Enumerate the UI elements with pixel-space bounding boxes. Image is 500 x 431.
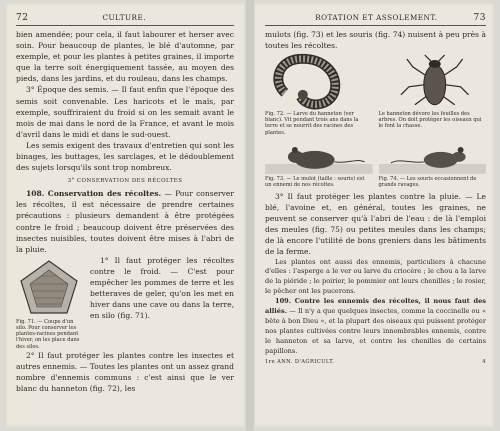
footer-sheet-number: 4 <box>482 358 486 365</box>
right-paragraph-2: 3° Il faut protéger les plantes contre la pluie. — Le blé, l'avoine et, en général, toutes les graines, ne peuvent se conserver qu'à l'abri de l'eau : de là l'emploi des meules (fig. 75) ou petites meules dans les champs; de là encore l'utilité de bons greniers dans les bâtiments de la ferme. <box>265 191 486 257</box>
right-footer <box>265 357 486 365</box>
left-paragraph-3: Les semis exigent des travaux d'entretien qui sont les binages, les buttages, les sarclages, et le dédoublement des sujets lorsqu'ils sont trop nombreux. <box>16 140 234 173</box>
mouse-image <box>379 138 487 176</box>
right-page-number: 73 <box>473 13 486 23</box>
figure-74 <box>379 138 487 188</box>
article-109-text: — Il n'y a que quelques insectes, comme la coccinelle ou « bête à bon Dieu », et la plupart des oiseaux qui puissent protéger nos plantes cultivées contre leurs innombrables ennemis, contre le hanneton et sa larve, et contre les chenilles de certains papillons. <box>265 307 486 355</box>
left-paragraph-6: 2° Il faut protéger les plantes contre les insectes et autres ennemis. — Toutes les plantes ont un assez grand nombre d'ennemis communs : c'est ainsi que le ver blanc du hanneton (fig. 72), les <box>16 350 234 394</box>
footer-signature: 1re ANN. D'AGRICULT. <box>265 358 335 365</box>
right-paragraph-1: mulots (fig. 73) et les souris (fig. 74) nuisent à peu près à toutes les récoltes. <box>265 30 486 51</box>
left-running-title: CULTURE. <box>102 13 146 22</box>
right-paragraph-4 <box>265 297 486 356</box>
field-mouse-image <box>265 138 373 176</box>
figure-72-caption: Fig. 72. — Larve du hanneton (ver blanc). Vit pendant trois ans dans la terre et se nourrit des racines des plantes. <box>265 110 359 136</box>
right-paragraph-3: Les plantes ont aussi des ennemis, particuliers à chacune d'elles : l'asperge a le ver ou larve du criocère ; le chou a la larve de la piéride ; le poirier, le pommier ont leurs chenilles ; le rosier, le pêcher ont les pucerons. <box>265 257 486 296</box>
article-108-heading: 108. Conservation des récoltes. <box>26 189 162 199</box>
left-running-head <box>16 13 234 23</box>
section-title: 3° CONSERVATION DES RÉCOLTES <box>67 178 183 185</box>
figure-73-caption: Fig. 73. — Le mulot (taille : souris) est un ennemi de nos récoltes. <box>265 175 365 188</box>
figure-73 <box>265 138 373 188</box>
figure-74-caption: Fig. 74. — Les souris occasionnent de grands ravages. <box>378 175 477 188</box>
left-paragraph-1: bien amendée; pour cela, il faut labourer et herser avec soin. Pour beaucoup de plantes, le blé d'automne, par exemple, et pour les plantes à petites graines, il importe que la terre soit énergiquement tassée, au moyen des pieds, dans les jardins, et du rouleau, dans les champs. <box>16 30 234 84</box>
book-gutter <box>246 0 254 431</box>
figure-72b-caption: Le hanneton dévore les feuilles des arbres. On doit protéger les oiseaux qui le font la chasse. <box>378 110 482 130</box>
figure-72-larva <box>265 53 373 136</box>
left-paragraph-2: 3° Époque des semis. — Il faut enfin que l'époque des semis soit convenable. Les haricots et le maïs, par exemple, souffriraient du froid si on les semait avant le mois de mai dans le nord de la France, et avant le mois d'avril dans le midi et dans le sud-ouest. <box>16 85 234 139</box>
article-109-heading: 109. Contre les ennemis des récoltes, il nous faut des alliés. <box>265 297 486 316</box>
right-page <box>255 3 496 427</box>
silo-figure-image <box>16 257 82 319</box>
figure-71-caption: Fig. 71. — Coupe d'un silo. Pour conserver les plantes-racines pendant l'hiver, on les place dans des silos. <box>16 318 80 350</box>
white-grub-image <box>265 53 373 111</box>
left-page-number: 72 <box>16 13 29 23</box>
insect-figures <box>265 53 486 188</box>
figure-71 <box>16 257 84 350</box>
right-head-rule <box>265 25 486 26</box>
left-page <box>4 3 244 427</box>
right-running-title: ROTATION ET ASSOLEMENT. <box>315 13 438 22</box>
figure-72-beetle <box>379 53 487 136</box>
right-running-head <box>265 13 486 23</box>
left-head-rule <box>16 25 234 26</box>
left-paragraph-4 <box>16 188 234 255</box>
cockchafer-image <box>379 53 487 111</box>
article-108-text: — Pour conserver les récoltes, il est nécessaire de prendre certaines précautions : plusieurs demandent à être protégées contre le froid ; beaucoup doivent être préservées des insectes nuisibles, toutes doivent être mises à l'abri de la pluie. <box>16 189 234 254</box>
left-paragraph-5: 1° Il faut protéger les récoltes contre le froid. — C'est pour empêcher les pommes de terre et les betteraves de geler, qu'on les met en hiver dans une cave ou dans la terre, en silo (fig. 71). <box>90 255 234 321</box>
